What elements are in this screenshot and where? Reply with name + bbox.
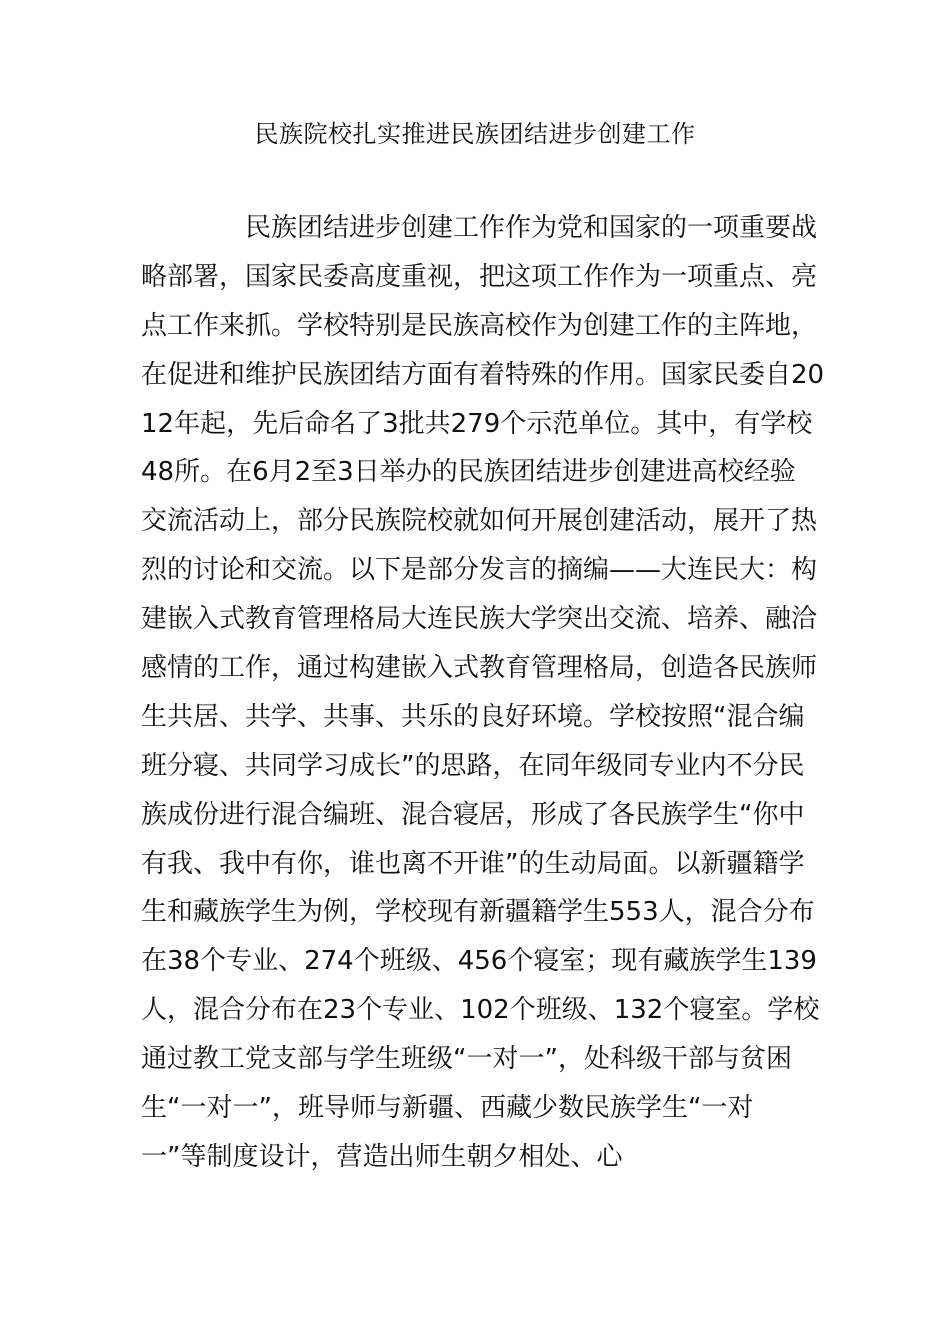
body-line: 在38个专业、274个班级、456个寝室；现有藏族学生139 bbox=[141, 946, 817, 977]
body-line: 生“一对一”，班导师与新疆、西藏少数民族学生“一对 bbox=[141, 1093, 754, 1124]
body-line: 感情的工作，通过构建嵌入式教育管理格局，创造各民族师 bbox=[141, 653, 818, 684]
body-line: 交流活动上，部分民族院校就如何开展创建活动，展开了热 bbox=[141, 506, 818, 537]
body-line: 人，混合分布在23个专业、102个班级、132个寝室。学校 bbox=[141, 995, 820, 1026]
body-line: 族成份进行混合编班、混合寝居，形成了各民族学生“你中 bbox=[141, 799, 805, 830]
body-line: 建嵌入式教育管理格局大连民族大学突出交流、培养、融洽 bbox=[141, 604, 818, 635]
body-line: 一”等制度设计，营造出师生朝夕相处、心 bbox=[141, 1141, 623, 1172]
body-line: 有我、我中有你，谁也离不开谁”的生动局面。以新疆籍学 bbox=[141, 848, 805, 879]
body-line: 点工作来抓。学校特别是民族高校作为创建工作的主阵地， bbox=[141, 310, 818, 341]
body-line: 烈的讨论和交流。以下是部分发言的摘编——大连民大：构 bbox=[141, 555, 818, 586]
body-line: 48所。在6月2至3日举办的民族团结进步创建进高校经验 bbox=[141, 457, 796, 488]
body-line: 班分寝、共同学习成长”的思路，在同年级同专业内不分民 bbox=[141, 750, 805, 781]
body-line: 略部署，国家民委高度重视，把这项工作作为一项重点、亮 bbox=[141, 261, 818, 292]
document-title: 民族院校扎实推进民族团结进步创建工作 bbox=[254, 120, 696, 148]
document-body bbox=[141, 204, 825, 1182]
body-line: 12年起，先后命名了3批共279个示范单位。其中，有学校 bbox=[141, 408, 813, 439]
body-line: 在促进和维护民族团结方面有着特殊的作用。国家民委自20 bbox=[141, 359, 825, 390]
body-line: 民族团结进步创建工作作为党和国家的一项重要战 bbox=[245, 213, 818, 243]
body-line: 生共居、共学、共事、共乐的良好环境。学校按照“混合编 bbox=[141, 701, 805, 732]
body-line: 通过教工党支部与学生班级“一对一”，处科级干部与贫困 bbox=[141, 1044, 792, 1075]
body-line: 生和藏族学生为例，学校现有新疆籍学生553人，混合分布 bbox=[141, 897, 815, 928]
